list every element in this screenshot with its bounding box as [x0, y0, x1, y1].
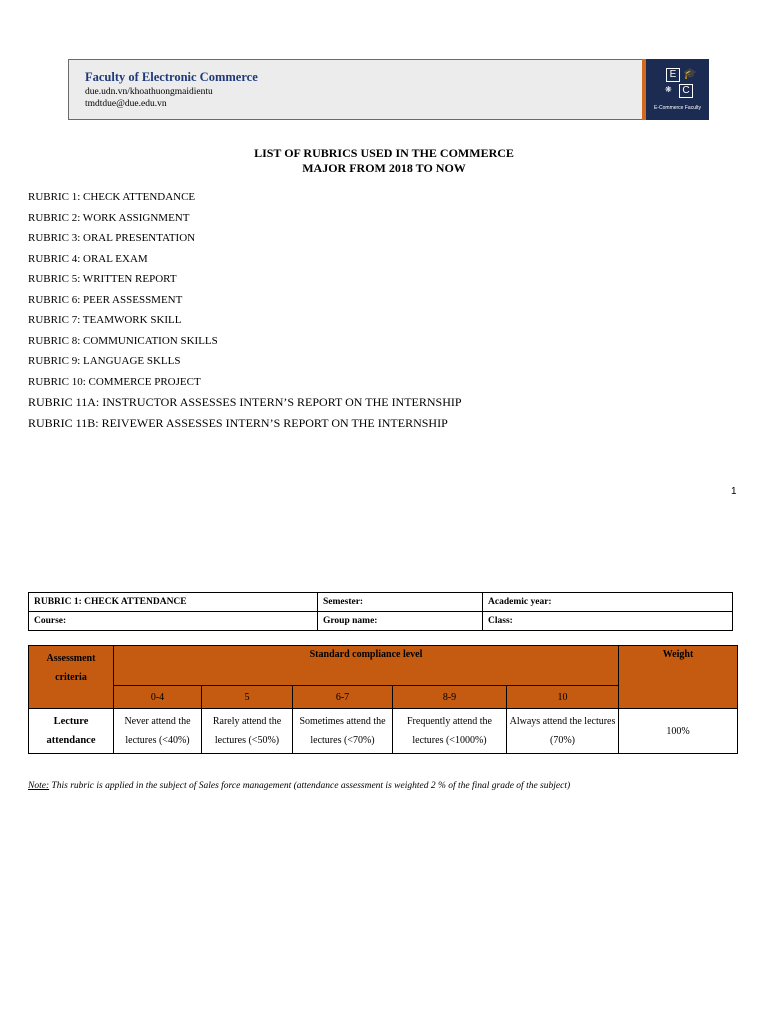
graduation-cap-icon: 🎓	[683, 67, 697, 80]
rubric-item: RUBRIC 2: WORK ASSIGNMENT	[28, 211, 190, 224]
info-course: Course:	[29, 612, 318, 631]
level-cell: 10	[507, 686, 619, 709]
rubric-item: RUBRIC 1: CHECK ATTENDANCE	[28, 191, 196, 203]
note-label: Note:	[28, 781, 50, 791]
level-header: Standard compliance level	[114, 646, 619, 686]
weight-header: Weight	[619, 646, 738, 709]
attendance-rubric-table	[28, 645, 738, 754]
logo-letter-e: E	[666, 68, 680, 82]
info-rubric-title: RUBRIC 1: CHECK ATTENDANCE	[29, 593, 318, 612]
faculty-email: tmdtdue@due.edu.vn	[85, 99, 167, 109]
rubric-item: RUBRIC 11A: INSTRUCTOR ASSESSES INTERN’S REPORT ON THE INTERNSHIP	[28, 395, 462, 409]
level-cell: 5	[202, 686, 293, 709]
info-academic-year: Academic year:	[483, 593, 733, 612]
criterion-cell: Lecture attendance	[29, 709, 114, 754]
rubric-item: RUBRIC 9: LANGUAGE SKLLS	[28, 355, 181, 367]
rubric-item: RUBRIC 5: WRITTEN REPORT	[28, 273, 177, 285]
title-line-2: MAJOR FROM 2018 TO NOW	[302, 161, 466, 175]
info-class: Class:	[483, 612, 733, 631]
rubric-item: RUBRIC 10: COMMERCE PROJECT	[28, 375, 201, 388]
page-number: 1	[731, 486, 737, 497]
rubric-item: RUBRIC 3: ORAL PRESENTATION	[28, 232, 196, 244]
faculty-logo	[646, 59, 709, 120]
document-title	[0, 146, 768, 176]
rubric-item: RUBRIC 7: TEAMWORK SKILL	[28, 314, 182, 326]
info-semester: Semester:	[318, 593, 483, 612]
description-cell: Never attend the lectures (<40%)	[114, 709, 202, 754]
rubric-note	[28, 781, 570, 791]
rubric-item: RUBRIC 6: PEER ASSESSMENT	[28, 293, 183, 306]
star-icon: ❋	[665, 85, 672, 94]
logo-caption: E-Commerce Faculty	[654, 105, 701, 111]
faculty-name: Faculty of Electronic Commerce	[85, 70, 258, 84]
rubric-item: RUBRIC 11B: REIVEWER ASSESSES INTERN’S REPORT ON THE INTERNSHIP	[28, 415, 448, 430]
rubric-info-table	[28, 592, 733, 631]
description-cell: Rarely attend the lectures (<50%)	[202, 709, 293, 754]
logo-letter-c: C	[679, 84, 693, 98]
rubric-item: RUBRIC 8: COMMUNICATION SKILLS	[28, 334, 218, 347]
level-cell: 0-4	[114, 686, 202, 709]
title-line-1: LIST OF RUBRICS USED IN THE COMMERCE	[254, 146, 514, 160]
document-header	[68, 59, 709, 120]
level-cell: 6-7	[293, 686, 393, 709]
note-text: This rubric is applied in the subject of Sales force management (attendance assessment is weighted 2 % of the final grade of the subject)	[49, 781, 571, 791]
description-cell: Always attend the lectures (70%)	[507, 709, 619, 754]
criteria-header: Assessment criteria	[29, 646, 114, 709]
weight-cell: 100%	[619, 709, 738, 754]
description-cell: Frequently attend the lectures (<1000%)	[393, 709, 507, 754]
faculty-website: due.udn.vn/khoathuongmaidientu	[85, 87, 213, 97]
rubric-item: RUBRIC 4: ORAL EXAM	[28, 252, 148, 265]
info-group-name: Group name:	[318, 612, 483, 631]
description-cell: Sometimes attend the lectures (<70%)	[293, 709, 393, 754]
rubric-list	[28, 189, 462, 435]
level-cell: 8-9	[393, 686, 507, 709]
